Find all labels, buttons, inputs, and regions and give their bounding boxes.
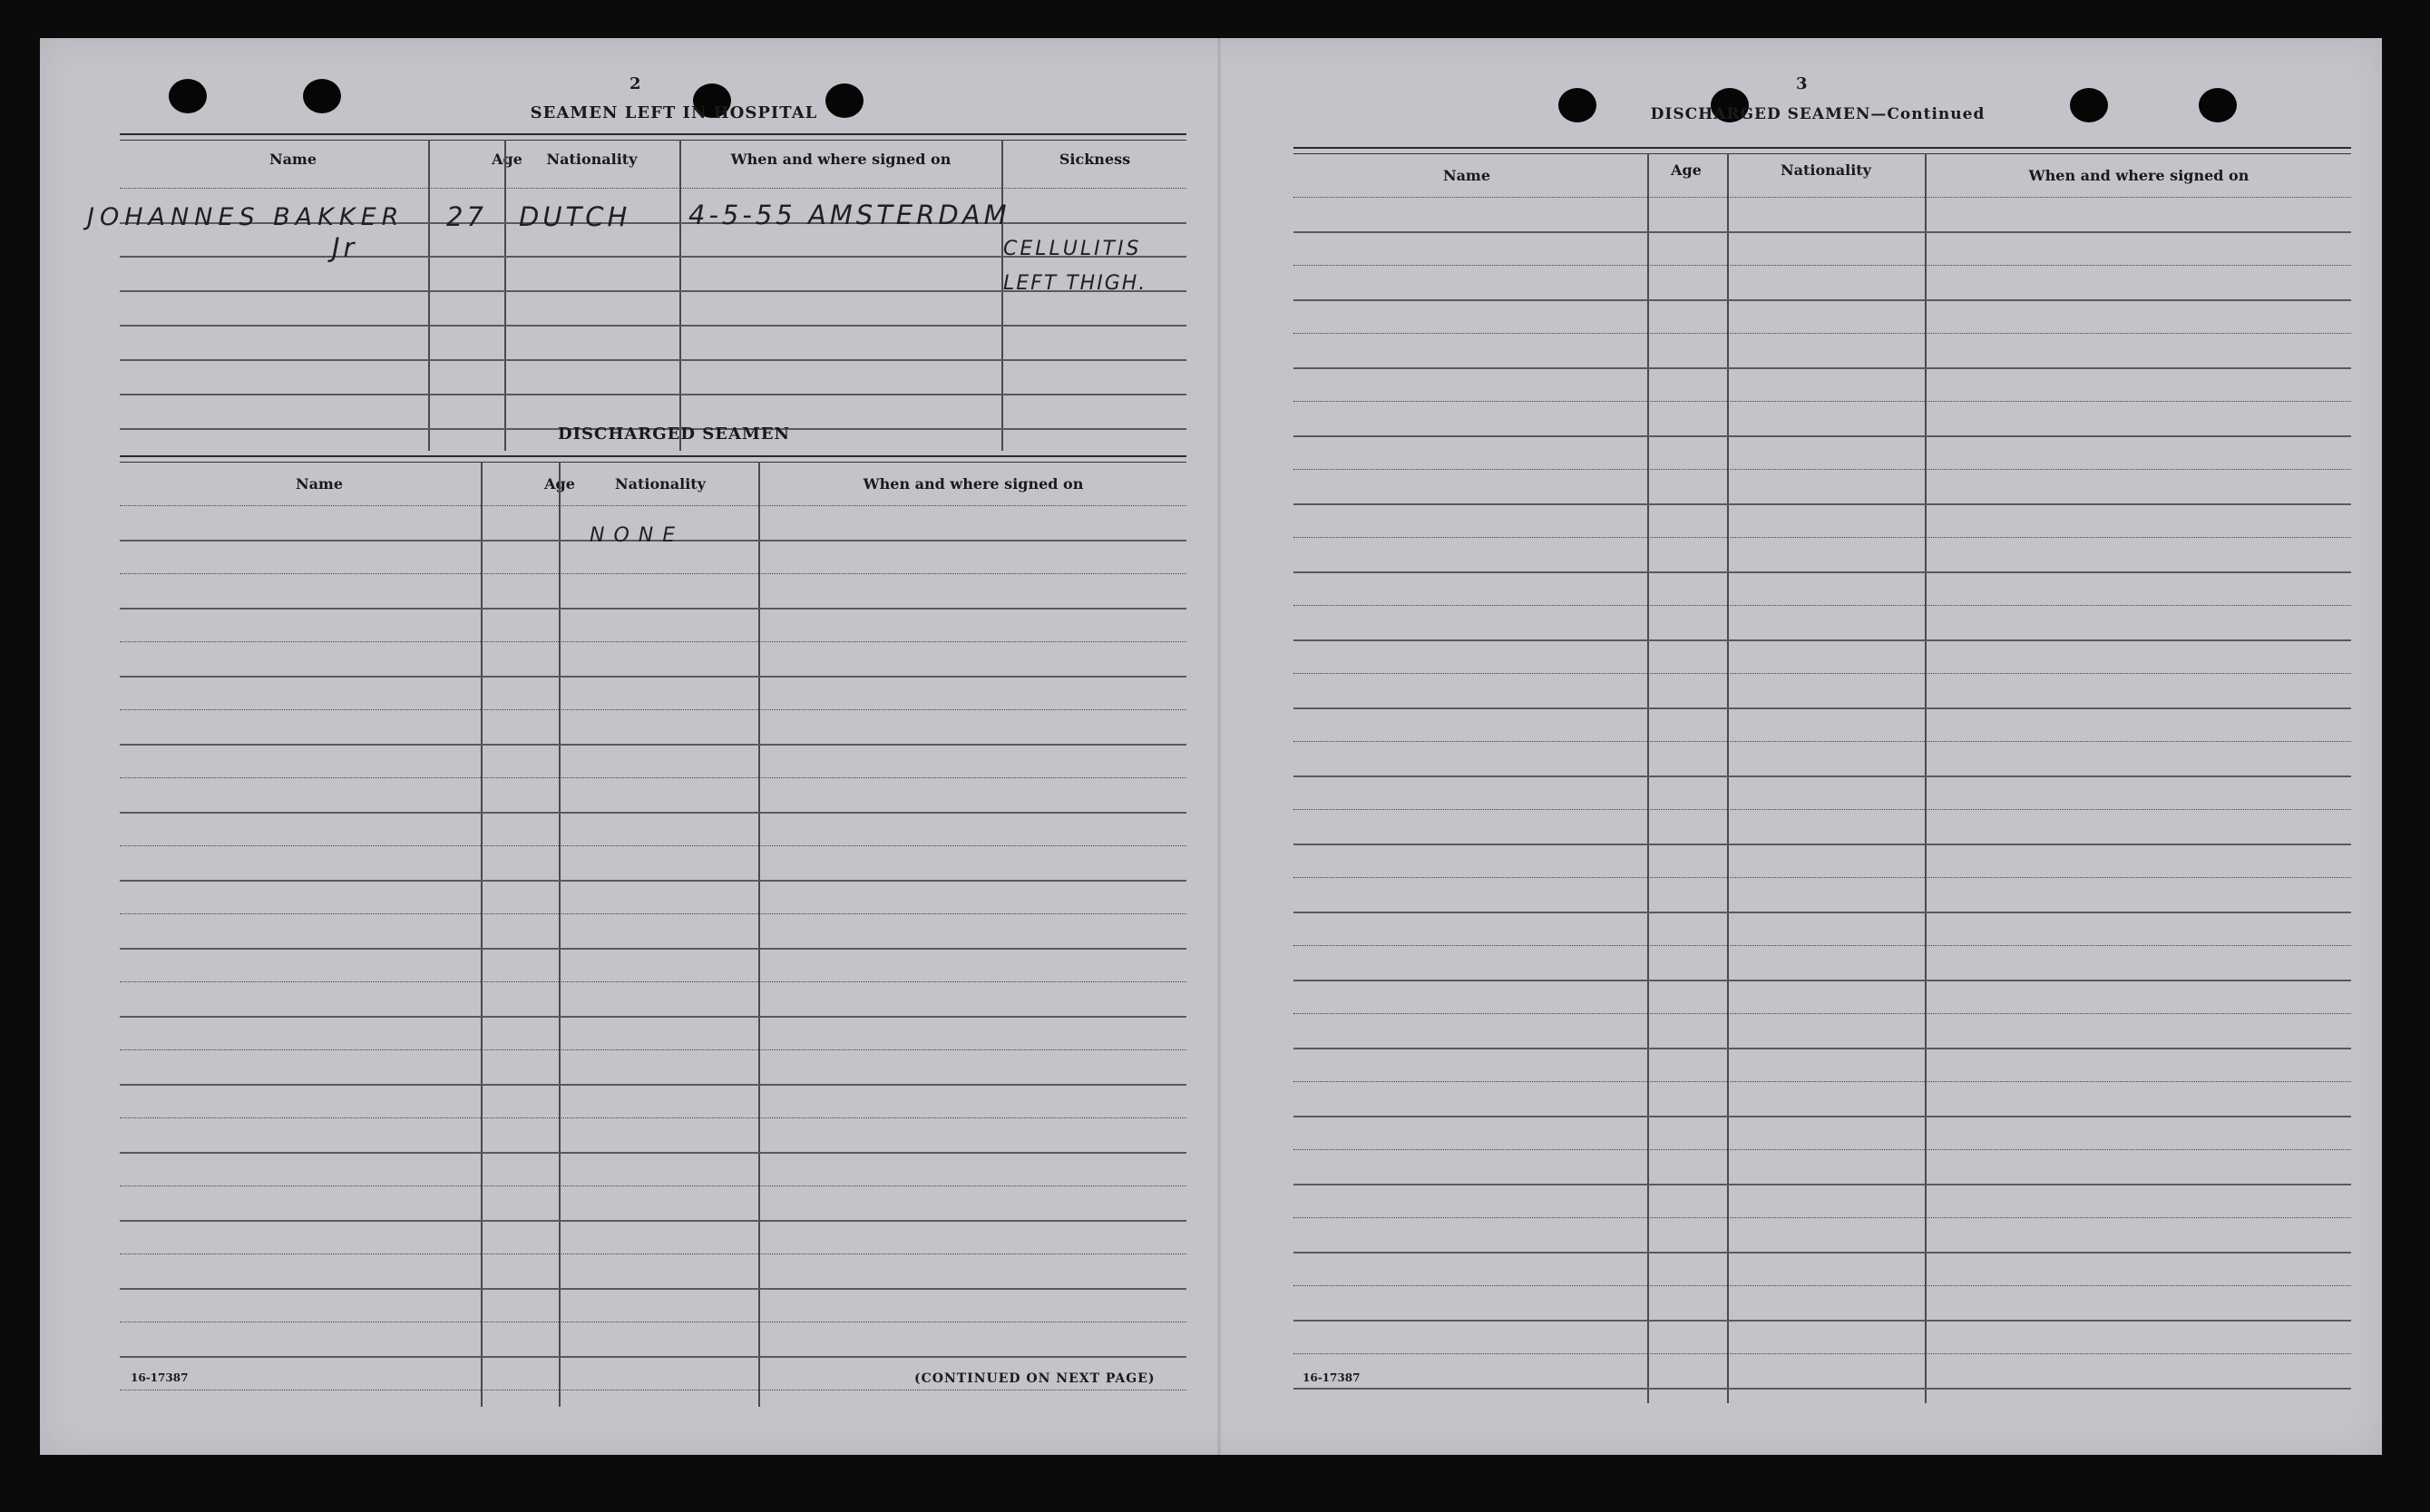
table-row-line — [1293, 980, 2351, 981]
table-row-line — [1293, 673, 2351, 674]
table-row-line — [1293, 809, 2351, 810]
punch-hole — [303, 79, 341, 113]
hospital-top-rule — [120, 133, 1186, 135]
hospital-col-age: Age — [492, 151, 522, 168]
table-row-line — [120, 913, 1186, 914]
table-row-line — [120, 981, 1186, 982]
table-row-line — [1293, 776, 2351, 777]
table-row-line — [1293, 605, 2351, 606]
table-row-line — [1293, 1048, 2351, 1049]
hospital-entry-nationality: DUTCH — [519, 201, 631, 232]
right-top-rule — [1293, 147, 2351, 149]
table-row-line — [1293, 877, 2351, 878]
left-page-number: 2 — [629, 74, 641, 93]
table-row-line — [120, 505, 1186, 506]
table-row-line — [120, 676, 1186, 678]
table-row-line — [1293, 197, 2351, 198]
right-col-age: Age — [1671, 161, 1702, 179]
table-row-line — [120, 1152, 1186, 1154]
discharged-col-age: Age — [544, 475, 575, 493]
table-row-line — [1293, 1285, 2351, 1286]
table-row-line — [120, 1185, 1186, 1186]
right-form-number: 16-17387 — [1303, 1371, 1361, 1384]
hospital-section-title: SEAMEN LEFT IN HOSPITAL — [530, 103, 818, 122]
hospital-entry-sickness-2: LEFT THIGH. — [1003, 272, 1147, 295]
table-row-line — [1293, 1353, 2351, 1354]
table-row-line — [1293, 1252, 2351, 1253]
hospital-col-name: Name — [268, 151, 317, 168]
right-col-nationality: Nationality — [1781, 161, 1871, 179]
right-col-signed-on: When and where signed on — [2028, 167, 2249, 184]
table-row-line — [120, 777, 1186, 778]
table-row-line — [120, 880, 1186, 882]
table-row-line — [1293, 945, 2351, 946]
table-row-line — [1293, 367, 2351, 369]
right-section-title: DISCHARGED SEAMEN—Continued — [1650, 105, 1986, 123]
table-row-line — [1293, 741, 2351, 742]
page-fold — [1217, 38, 1221, 1455]
table-row-line — [120, 1084, 1186, 1086]
table-row-line — [1293, 1184, 2351, 1185]
table-row-line — [1293, 707, 2351, 709]
right-col-name: Name — [1442, 167, 1491, 184]
table-row-line — [1293, 1320, 2351, 1322]
table-row-line — [120, 744, 1186, 746]
table-row-line — [1293, 1013, 2351, 1014]
table-row-line — [1293, 401, 2351, 402]
table-row-line — [120, 1117, 1186, 1118]
table-row-line — [120, 1356, 1186, 1358]
table-row-line — [120, 845, 1186, 846]
discharged-top-rule — [120, 455, 1186, 457]
table-row-line — [120, 1220, 1186, 1222]
hospital-entry-suffix: Jr — [332, 232, 358, 263]
table-row-line — [1293, 1388, 2351, 1390]
table-row-line — [1293, 299, 2351, 301]
table-row-line — [120, 812, 1186, 814]
table-row-line — [120, 1253, 1186, 1254]
punch-hole — [169, 79, 207, 113]
discharged-col-name: Name — [295, 475, 344, 493]
right-page-number: 3 — [1796, 74, 1808, 93]
table-row-line — [1293, 231, 2351, 233]
table-row-line — [1293, 571, 2351, 573]
table-row-line — [1293, 469, 2351, 470]
hospital-col-signed-on: When and where signed on — [730, 151, 952, 168]
register-sheet — [40, 38, 2382, 1455]
table-row-line — [120, 1016, 1186, 1018]
discharged-col-nationality: Nationality — [615, 475, 706, 493]
table-row-line — [1293, 912, 2351, 913]
hospital-entry-age: 27 — [446, 201, 487, 232]
hospital-entry-name: JOHANNES BAKKER — [87, 203, 405, 231]
table-row-line — [120, 608, 1186, 610]
table-row-line — [1293, 1217, 2351, 1218]
table-row-line — [1293, 1116, 2351, 1117]
table-row-line — [120, 1288, 1186, 1290]
discharged-entry-none: NONE — [590, 524, 685, 547]
table-row-line — [1293, 333, 2351, 334]
discharged-section-title: DISCHARGED SEAMEN — [557, 424, 791, 444]
discharged-col-signed-on: When and where signed on — [863, 475, 1084, 493]
hospital-entry-sickness-1: CELLULITIS — [1003, 238, 1142, 260]
table-row-line — [1293, 435, 2351, 437]
continued-note: (CONTINUED ON NEXT PAGE) — [914, 1371, 1156, 1386]
hospital-col-nationality: Nationality — [546, 151, 638, 168]
table-row-line — [120, 573, 1186, 574]
table-row-line — [120, 641, 1186, 642]
table-row-line — [1293, 1149, 2351, 1150]
left-form-number: 16-17387 — [131, 1371, 189, 1384]
table-row-line — [1293, 1081, 2351, 1082]
table-row-line — [1293, 537, 2351, 538]
hospital-entry-signed-on: 4-5-55 AMSTERDAM — [688, 200, 1010, 230]
table-row-line — [1293, 503, 2351, 505]
table-row-line — [1293, 844, 2351, 845]
table-row-line — [120, 709, 1186, 710]
table-row-line — [120, 948, 1186, 950]
table-row-line — [120, 1049, 1186, 1050]
table-row-line — [1293, 265, 2351, 266]
table-row-line — [1293, 639, 2351, 641]
punch-hole — [2199, 88, 2237, 122]
hospital-col-sickness: Sickness — [1059, 151, 1131, 168]
